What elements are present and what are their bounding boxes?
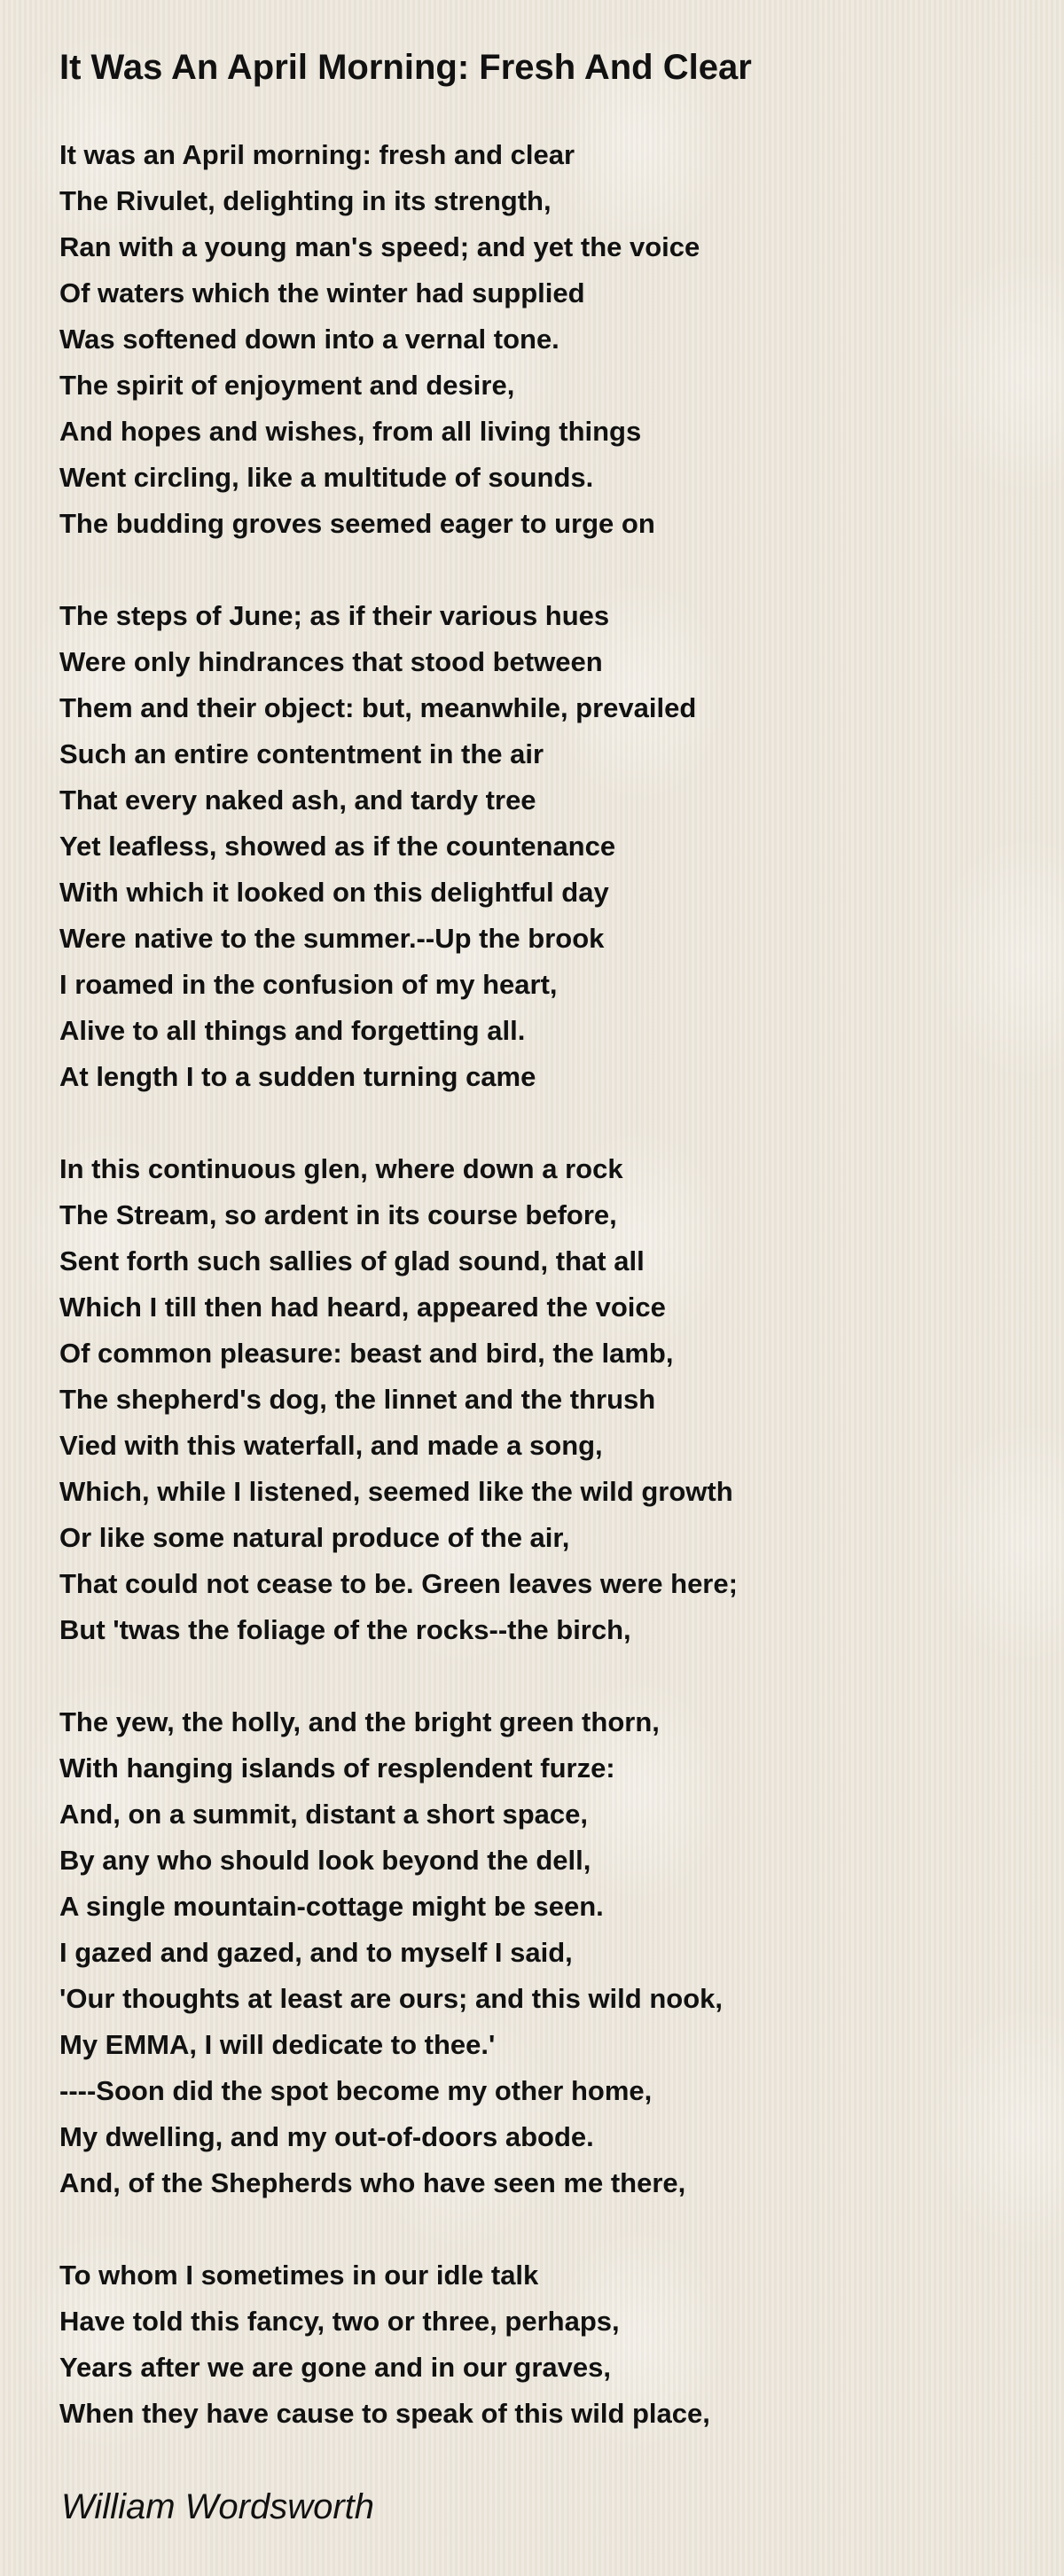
poem-line: My dwelling, and my out-of-doors abode. (59, 2121, 594, 2152)
poem-line: And, of the Shepherds who have seen me there, (59, 2167, 686, 2198)
poem-line: Have told this fancy, two or three, perhaps, (59, 2306, 620, 2337)
poem-line: Was softened down into a vernal tone. (59, 324, 559, 355)
stanza-3 (59, 1146, 1017, 1653)
poem-author: William Wordsworth (61, 2487, 375, 2526)
poem-line: Such an entire contentment in the air (59, 738, 544, 769)
poem-line: Alive to all things and forgetting all. (59, 1015, 526, 1046)
poem-line: Yet leafless, showed as if the countenance (59, 831, 616, 862)
poem-line: ----Soon did the spot become my other home, (59, 2075, 653, 2106)
poem-line: That every naked ash, and tardy tree (59, 785, 536, 816)
poem-line: The Stream, so ardent in its course before, (59, 1199, 617, 1230)
stanza-4 (59, 1699, 1017, 2206)
poem-body (59, 132, 1017, 2483)
poem-line: Of waters which the winter had supplied (59, 277, 585, 308)
poem-line: Ran with a young man's speed; and yet the voice (59, 231, 700, 262)
poem-line: That could not cease to be. Green leaves were here; (59, 1568, 738, 1599)
poem-line: The yew, the holly, and the bright green thorn, (59, 1706, 660, 1737)
poem-line: Sent forth such sallies of glad sound, that all (59, 1245, 645, 1276)
poem-line: Which I till then had heard, appeared the voice (59, 1292, 666, 1323)
poem-line: The budding groves seemed eager to urge on (59, 508, 655, 539)
poem-line: The shepherd's dog, the linnet and the thrush (59, 1384, 656, 1415)
poem-line: And hopes and wishes, from all living things (59, 416, 642, 447)
poem-line: At length I to a sudden turning came (59, 1061, 536, 1092)
poem-line: But 'twas the foliage of the rocks--the birch, (59, 1614, 631, 1645)
poem-line: 'Our thoughts at least are ours; and this wild nook, (59, 1983, 723, 2014)
poem-line: Went circling, like a multitude of sounds. (59, 462, 594, 493)
poem-line: Or like some natural produce of the air, (59, 1522, 570, 1553)
stanza-2 (59, 593, 1017, 1100)
stanza-1 (59, 132, 1017, 547)
poem-line: It was an April morning: fresh and clear (59, 139, 575, 170)
poem-line: Were native to the summer.--Up the brook (59, 923, 605, 954)
poem-line: I gazed and gazed, and to myself I said, (59, 1937, 573, 1968)
poem-line: In this continuous glen, where down a rock (59, 1153, 623, 1184)
poem-line: The Rivulet, delighting in its strength, (59, 185, 552, 216)
poem-line: With hanging islands of resplendent furze: (59, 1752, 615, 1784)
poem-line: Were only hindrances that stood between (59, 646, 603, 677)
poem-line: Which, while I listened, seemed like the wild growth (59, 1476, 733, 1507)
poem-line: A single mountain-cottage might be seen. (59, 1891, 604, 1922)
poem-line: The steps of June; as if their various hues (59, 600, 610, 631)
poem-line: And, on a summit, distant a short space, (59, 1799, 588, 1830)
poem-line: My EMMA, I will dedicate to thee.' (59, 2029, 496, 2060)
poem-line: Them and their object: but, meanwhile, prevailed (59, 692, 697, 723)
poem-line: With which it looked on this delightful day (59, 877, 609, 908)
poem-line: When they have cause to speak of this wild place, (59, 2398, 710, 2429)
poem-line: I roamed in the confusion of my heart, (59, 969, 558, 1000)
poem-title: It Was An April Morning: Fresh And Clear (59, 48, 752, 87)
poem-line: Vied with this waterfall, and made a song, (59, 1430, 603, 1461)
poem-line: To whom I sometimes in our idle talk (59, 2260, 539, 2291)
poem-line: The spirit of enjoyment and desire, (59, 370, 515, 401)
poem-line: Of common pleasure: beast and bird, the lamb, (59, 1338, 674, 1369)
stanza-5 (59, 2252, 1017, 2437)
poem-line: By any who should look beyond the dell, (59, 1845, 591, 1876)
poem-line: Years after we are gone and in our graves, (59, 2352, 611, 2383)
